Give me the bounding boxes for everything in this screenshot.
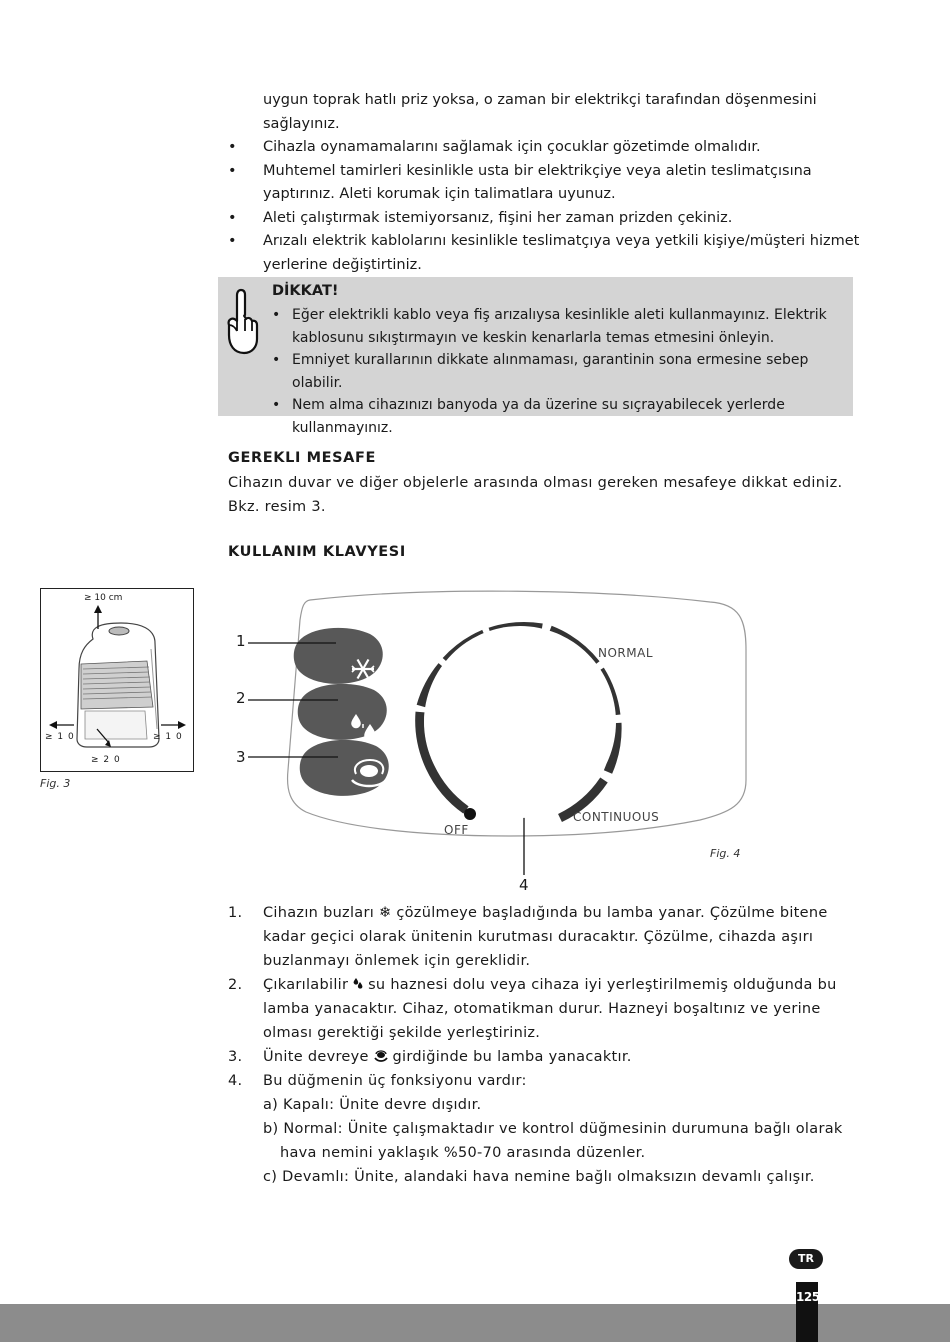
figure-4-caption: Fig. 4 — [710, 847, 741, 860]
bullet-icon: • — [228, 233, 237, 249]
snowflake-icon: ❄ — [379, 905, 392, 921]
item-text: Bu düğmenin üç fonksiyonu vardır: — [263, 1073, 527, 1089]
function-item — [228, 1093, 870, 1117]
figure-3-frame — [40, 588, 194, 772]
top-clearance-label: ≥ 10 cm — [84, 593, 123, 603]
page-number: 125 — [796, 1290, 820, 1304]
function-item — [228, 1117, 870, 1165]
safety-bullet-list — [228, 89, 870, 277]
item-text: Çıkarılabilir — [263, 977, 354, 993]
instruction-list — [228, 901, 870, 1189]
control-dial-knob[interactable] — [424, 626, 616, 818]
right-clearance-label: ≥ 1 0 — [153, 732, 183, 742]
warning-item — [272, 304, 832, 349]
item-text: su haznesi dolu veya cihaza iyi yerleştirilmemiş olduğunda bu lamba yanacaktır. Cihaz, otomatikman durur. Hazneyi boşaltınız ve yerine olması gerektiği şekilde yerleştiriniz. — [263, 977, 837, 1041]
item-text: Cihazın buzları — [263, 905, 379, 921]
warning-item-text: Nem alma cihazınızı banyoda ya da üzerine su sıçrayabilecek yerlerde kullanmayınız. — [292, 397, 785, 436]
pointing-hand-icon — [222, 287, 262, 357]
callout-1: 1 — [236, 632, 246, 650]
section-heading-distance: GEREKLI MESAFE — [228, 450, 377, 466]
section-heading-keypad: KULLANIM KLAVYESI — [228, 544, 406, 560]
callout-4: 4 — [519, 876, 529, 894]
instruction-item — [228, 1045, 870, 1069]
item-number: 4. — [228, 1073, 243, 1089]
off-indicator-dot — [464, 808, 476, 820]
language-badge: TR — [789, 1249, 823, 1269]
dehumidifier-clearance-diagram — [41, 589, 193, 771]
defrost-button[interactable] — [294, 628, 383, 684]
list-item-text: Muhtemel tamirleri kesinlikle usta bir elektrikçiye veya aletin teslimatçısına yaptırınız. Aleti korumak için talimatlara uyunuz. — [263, 162, 812, 202]
instruction-item — [228, 973, 870, 1045]
function-text: a) Kapalı: Ünite devre dışıdır. — [263, 1097, 482, 1113]
list-item-text: Cihazla oynamamalarını sağlamak için çocuklar gözetimde olmalıdır. — [263, 139, 761, 155]
list-item — [228, 230, 870, 277]
list-item-text: Aleti çalıştırmak istemiyorsanız, fişini her zaman prizden çekiniz. — [263, 209, 733, 226]
bullet-icon: • — [272, 397, 281, 413]
function-item — [228, 1165, 870, 1189]
off-label: OFF — [444, 823, 469, 837]
item-text: Ünite devreye — [263, 1049, 374, 1065]
instruction-item — [228, 901, 870, 973]
bullet-icon: • — [228, 209, 237, 226]
list-item — [228, 160, 870, 207]
list-item-text: Arızalı elektrik kablolarını kesinlikle teslimatçıya veya yetkili kişiye/müşteri hizmet yerlerine değiştirtiniz. — [263, 233, 860, 273]
item-number: 3. — [228, 1049, 243, 1065]
distance-paragraph: Cihazın duvar ve diğer objelerle arasında olması gereken mesafeye dikkat ediniz. Bkz. resim 3. — [228, 475, 843, 515]
warning-item — [272, 349, 832, 394]
item-number: 2. — [228, 977, 243, 993]
control-panel-diagram — [230, 590, 750, 900]
instruction-item — [228, 1069, 870, 1093]
bottom-clearance-label: ≥ 2 0 — [91, 755, 121, 765]
callout-2: 2 — [236, 689, 246, 707]
list-item — [228, 136, 870, 160]
list-item — [228, 207, 870, 231]
item-text: girdiğinde bu lamba yanacaktır. — [387, 1049, 632, 1065]
item-text: çözülmeye başladığında bu lamba yanar. Çözülme bitene kadar geçici olarak ünitenin kurutması duracaktır. Çözülme, cihazda aşırı buzlanmayı önlemek için gereklidir. — [263, 905, 828, 969]
normal-label: NORMAL — [598, 646, 654, 660]
item-number: 1. — [228, 905, 243, 921]
warning-item-text: Emniyet kurallarının dikkate alınmaması, garantinin sona ermesine sebep olabilir. — [292, 352, 809, 391]
warning-item-text: Eğer elektrikli kablo veya fiş arızalıysa kesinlikle aleti kullanmayınız. Elektrik kablosunu sıkıştırmayın ve keskin kenarlarla temas etmesini önleyin. — [292, 307, 827, 346]
callout-3: 3 — [236, 748, 246, 766]
function-text: b) Normal: Ünite çalışmaktadır ve kontrol düğmesinin durumuna bağlı olarak hava nemini yaklaşık %50-70 arasında düzenler. — [263, 1121, 843, 1161]
figure-3-caption: Fig. 3 — [40, 777, 71, 790]
bullet-icon: • — [272, 352, 281, 368]
warning-item — [272, 394, 832, 439]
water-drops-icon — [353, 977, 363, 990]
function-text: c) Devamlı: Ünite, alandaki hava nemine bağlı olmaksızın devamlı çalışır. — [263, 1169, 815, 1185]
bucket-icon — [374, 1050, 388, 1062]
warning-list — [272, 304, 832, 439]
warning-box — [218, 277, 853, 436]
warning-title: DİKKAT! — [272, 283, 339, 299]
bullet-icon: • — [228, 139, 237, 155]
left-clearance-label: ≥ 1 0 — [45, 732, 75, 742]
bullet-icon: • — [272, 307, 281, 323]
bullet-icon: • — [228, 162, 237, 179]
continuation-text: uygun toprak hatlı priz yoksa, o zaman bir elektrikçi tarafından döşenmesini sağlayınız. — [263, 92, 817, 132]
continuous-label: CONTINUOUS — [573, 810, 660, 824]
continuation-line — [228, 89, 870, 136]
